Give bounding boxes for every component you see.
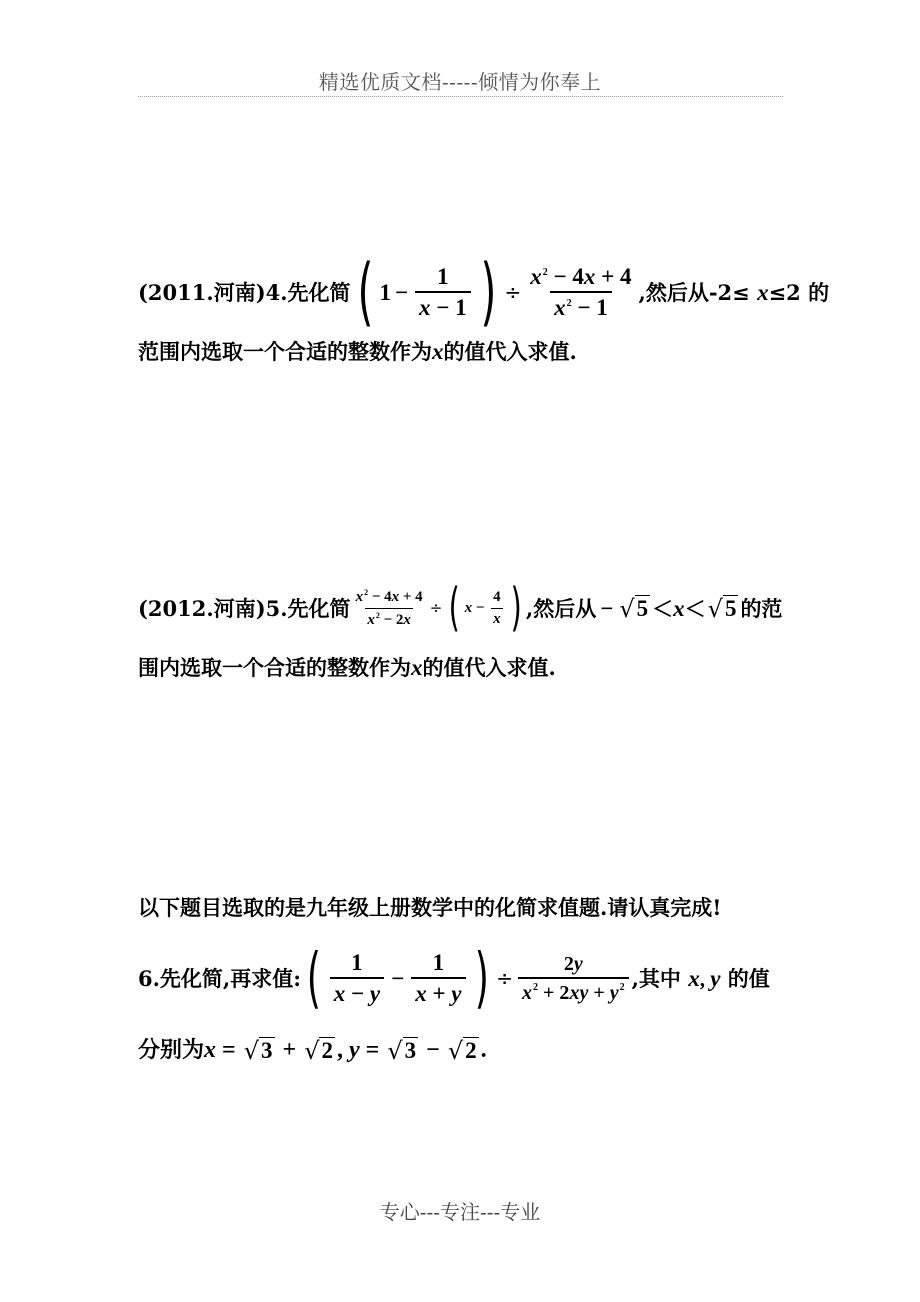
problem-5-line-1: (2012.河南)5.先化简 $\frac{x^2 - 4x + 4}{x^2 - 2x}$ ÷ ( x − $\frac{4}{x}$ ) ,然后从 − √ 5 ＜ x ＜ √ 5 的范 — [138, 578, 783, 638]
right-paren: ) — [474, 939, 489, 1016]
minus-sign: − — [391, 965, 405, 991]
problem-4-suffix: ,然后从-2≤ x≤2 的 — [638, 279, 830, 305]
fraction-1 — [354, 589, 425, 628]
denominator: $x^2 - 2x$ — [365, 608, 413, 628]
problem-4-line-1 — [138, 249, 830, 335]
right-paren: ) — [510, 578, 522, 638]
divide-sign: ÷ — [496, 966, 514, 990]
header-divider — [138, 96, 783, 97]
fraction-2 — [411, 951, 465, 1005]
numerator: 4 — [493, 588, 501, 605]
numerator: 2y — [563, 953, 583, 975]
sqrt-3: √ 3 — [243, 1037, 273, 1066]
problem-4-line-2: 范围内选取一个合适的整数作为 x 的值代入求值. — [138, 339, 577, 364]
sqrt-2: √ 2 — [304, 1037, 333, 1066]
fraction-1 — [330, 951, 384, 1005]
problem-4-prefix: (2011.河南)4.先化简 — [138, 279, 351, 305]
intro-text: 以下题目选取的是九年级上册数学中的化简求值题.请认真完成! — [138, 895, 722, 920]
sqrt-3: √ 3 — [387, 1037, 417, 1066]
fraction-1 — [415, 265, 471, 319]
right-paren: ) — [480, 249, 497, 335]
denominator: x − y — [330, 977, 384, 1005]
denominator: x — [491, 608, 503, 627]
divide-sign: ÷ — [504, 280, 522, 304]
minus-sign: − — [394, 279, 409, 305]
denominator: $x^2 - 1$ — [550, 291, 612, 319]
constant: 1 — [379, 279, 391, 305]
problem-6-prefix: 6.先化简,再求值: — [138, 965, 301, 991]
left-paren: ( — [306, 939, 321, 1016]
sqrt-5: √ 5 — [619, 595, 649, 624]
fraction-2 — [526, 265, 635, 319]
sqrt-5: √ 5 — [707, 595, 737, 624]
problem-6-line-2: 分别为 x = √ 3 + √ 2 , y = √ 3 − √ 2 . — [138, 1037, 487, 1066]
numerator: 1 — [432, 950, 445, 975]
problem-5-prefix: (2012.河南)5.先化简 — [138, 595, 351, 621]
numerator: $x^2 - 4x + 4$ — [530, 264, 632, 289]
fraction-3 — [518, 953, 629, 1003]
sqrt-2: √ 2 — [447, 1037, 477, 1066]
page-footer: 专心---专注---专业 — [379, 1200, 541, 1224]
minus-sign: − — [472, 599, 489, 616]
problem-5-line-2: 围内选取一个合适的整数作为 x 的值代入求值. — [138, 655, 556, 680]
page-header: 精选优质文档-----倾情为你奉上 — [318, 70, 602, 94]
problem-6-suffix: ,其中 x, y 的值 — [631, 965, 770, 991]
variable: x — [464, 599, 473, 616]
problem-6-line-1 — [138, 939, 788, 1016]
fraction-2 — [491, 590, 503, 627]
denominator: x + y — [411, 977, 465, 1005]
denominator: $x^2 + 2xy + y^2$ — [518, 977, 629, 1003]
numerator: 1 — [437, 264, 449, 289]
numerator: $x^2 - 4x + 4$ — [355, 587, 423, 605]
divide-sign: ÷ — [429, 598, 443, 617]
left-paren: ( — [448, 578, 460, 638]
denominator: x − 1 — [415, 291, 471, 319]
numerator: 1 — [351, 950, 363, 975]
minus-sign: − — [600, 595, 614, 621]
left-paren: ( — [357, 249, 373, 335]
